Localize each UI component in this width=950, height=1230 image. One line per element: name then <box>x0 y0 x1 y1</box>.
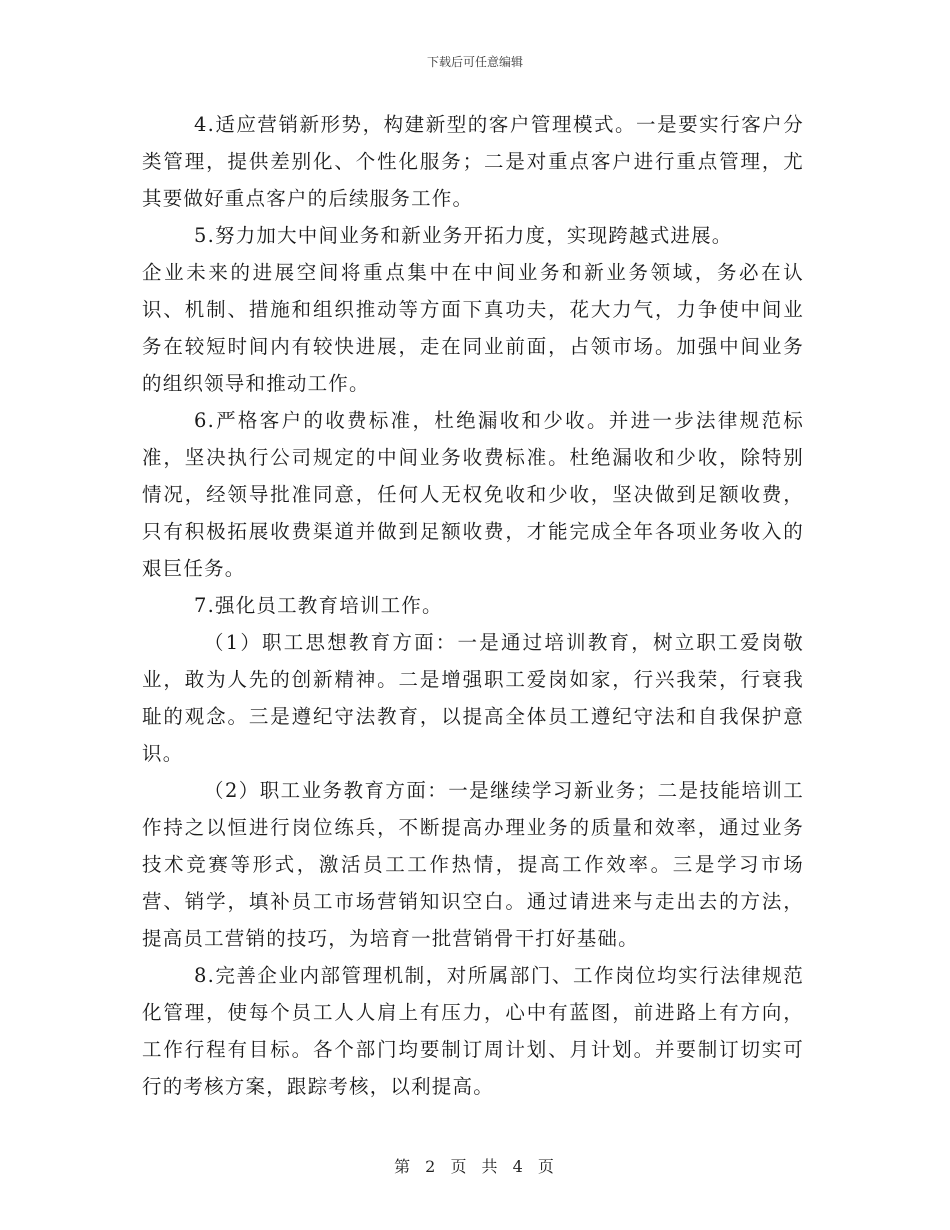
page-header: 下载后可任意编辑 <box>426 55 523 69</box>
paragraph-item-4: 4.适应营销新形势，构建新型的客户管理模式。一是要实行客户分类管理，提供差别化、个性化服务；二是对重点客户进行重点管理，尤其要做好重点客户的后续服务工作。 <box>142 113 804 210</box>
paragraph-item-7-sub-2: （2）职工业务教育方面：一是继续学习新业务；二是技能培训工作持之以恒进行岗位练兵，不断提高办理业务的质量和效率，通过业务技术竞赛等形式，激活员工工作热情，提高工作效率。三是学习市场营、销学，填补员工市场营销知识空白。通过请进来与走出去的方法，提高员工营销的技巧，为培育一批营销骨干打好基础。 <box>142 779 804 950</box>
paragraph-item-6: 6.严格客户的收费标准，杜绝漏收和少收。并进一步法律规范标准，坚决执行公司规定的中间业务收费标准。杜绝漏收和少收，除特别情况，经领导批准同意，任何人无权免收和少收，坚决做到足额收费，只有积极拓展收费渠道并做到足额收费，才能完成全年各项业务收入的艰巨任务。 <box>142 409 804 580</box>
paragraph-item-5-detail: 企业未来的进展空间将重点集中在中间业务和新业务领域，务必在认识、机制、措施和组织推动等方面下真功夫，花大力气，力争使中间业务在较短时间内有较快进展，走在同业前面，占领市场。加强中间业务的组织领导和推动工作。 <box>142 261 804 395</box>
page-number-footer: 第 2 页 共 4 页 <box>394 1157 556 1176</box>
paragraph-item-5: 5.努力加大中间业务和新业务开拓力度，实现跨越式进展。 <box>194 224 733 247</box>
paragraph-item-7-sub-1: （1）职工思想教育方面：一是通过培训教育，树立职工爱岗敬业，敢为人先的创新精神。二是增强职工爱岗如家，行兴我荣，行衰我耻的观念。三是遵纪守法教育，以提高全体员工遵纪守法和自我保护意识。 <box>142 631 804 765</box>
paragraph-item-8: 8.完善企业内部管理机制，对所属部门、工作岗位均实行法律规范化管理，使每个员工人人肩上有压力，心中有蓝图，前进路上有方向，工作行程有目标。各个部门均要制订周计划、月计划。并要制订切实可行的考核方案，跟踪考核，以利提高。 <box>142 964 804 1098</box>
paragraph-item-7: 7.强化员工教育培训工作。 <box>194 594 443 617</box>
document-body <box>142 106 804 1105</box>
